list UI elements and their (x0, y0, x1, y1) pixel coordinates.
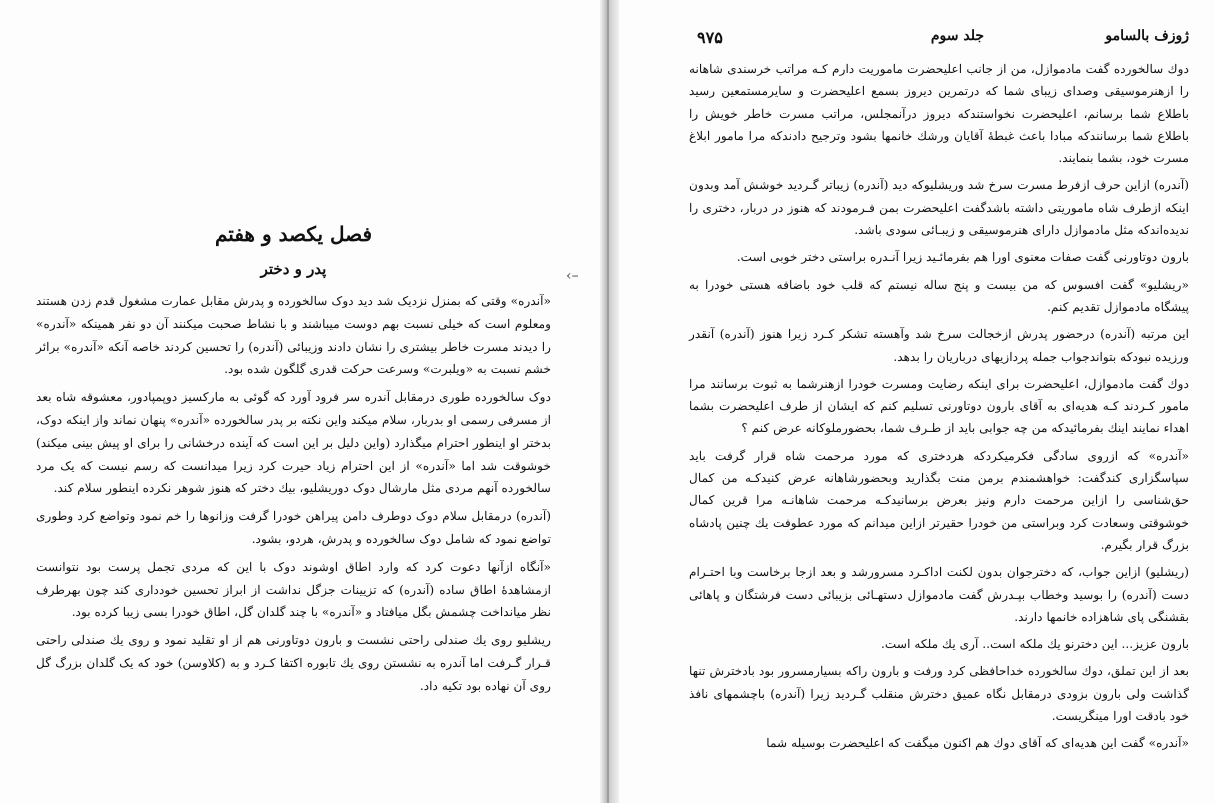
left-paragraph-2: دوک سالخورده طوری درمقابل آندره سر فرود آورد که گوئی به مارکسیز دوپمپادور، معشوقه شاه بعد از مسرفی رسمی او بدربار، سلام میکند واین نکته بر پدر سالخورده «آندره» پنهان نماند واز اینکه دوک، بدختر او اینطور احترام میگذارد (واین دلیل بر این است که آینده درخشانی را برای او پیش بینی میکند) خوشوقت شد اما «آندره» از این احترام زیاد حیرت کرد زیرا میدانست که رسم نیست که یک مرد سالخورده آنهم مردی مثل مارشال دوک دوریشلیو، بیك دختر که هنوز شوهر نکرده اینطور سلام کند. (36, 390, 551, 496)
chapter-title: فصل یکصد و هفتم (214, 222, 373, 246)
right-paragraph-11: «آندره» گفت این هدیه‌ای که آقای دوك هم اکنون میگفت که اعلیحضرت بوسیله شما (766, 736, 1189, 751)
right-paragraph-8: (ریشلیو) ازاین جواب، که دخترجوان بدون لکنت اداکـرد مسرورشد و بعد ازجا برخاست وبا احتـرام دست (آندره) را بوسید وخطاب بپـدرش گفت مادموازل دستهـائی بزیبائی دست فرشتگان و پاهائی بقشنگی پای شاهزاده خانمها دارند. (689, 565, 1189, 624)
right-page (619, 0, 1215, 803)
page-number: ۹۷۵ (697, 28, 723, 47)
section-title: پدر و دختر (260, 260, 327, 278)
right-paragraph-3: بارون دوتاورنی گفت صفات معنوی اورا هم بفرمائـید زیرا آنـدره براستی دختر خوبی است. (736, 250, 1189, 265)
gutter-fold-line (607, 0, 609, 803)
running-head-volume: جلد سوم (930, 28, 984, 44)
left-paragraph-4: «آنگاه ازآنها دعوت کرد که وارد اطاق اوشوند دوک با این که مردی تجمل پرست بود نتوانست ازمشاهدهٔ اطاق ساده (آندره) که تزیینات جزگل نداشت از ابراز تحسین خودداری کند چون بهرطرف نظر میانداخت چشمش بگل میافتاد و «آندره» با چند گلدان گل، اطاق خودرا بسی زیبا کرده بود. (36, 559, 551, 620)
right-paragraph-1: دوك سالخورده گفت مادموازل، من از جانب اعلیحضرت ماموریت دارم کـه مراتب خرسندی شاهانه را ازهنرموسیقی وصدای زیبای شما که درتمرین دیروز بسمع اعلیحضرت و سایرمستمعین رسید باطلاع شما برسانم، اعلیحضرت نخواستندکه دیروز درآنمجلس، مراتب مسرت خاطر خویش را باطلاع شما برسانندکه مبادا باعث غبطهٔ آقایان ورشك خانمها بشود وترجیح دادندکه مرا مامور ابلاغ مسرت خود، بشما بنمایند. (689, 62, 1189, 166)
left-paragraph-1: «آندره» وقتی که بمنزل نزدیک شد دید دوک سالخورده و پدرش مقابل عمارت مشغول قدم زدن هستند ومعلوم است که خیلی نسبت بهم دوست میباشند و با نشاط صحبت میکنند آن دو نفر همینکه «آندره» را دیدند مسرت خاطر بیشتری را نشان دادند وزیبائی (آندره) را تحسین کردند خاصه آنکه «آندره» برائر خشم نسبت به «ویلبرت» وسرعت حرکت قدری گلگون شده بود. (36, 294, 551, 377)
left-paragraph-5: ریشلیو روی یك صندلی راحتی نشست و بارون دوتاورنی هم از او تقلید نمود و روی یك صندلی راحتی قـرار گـرفت اما آندره به نشستن روی یك تابوره اکتفا کـرد و به (کلاوسن) خود که یک گلدان بزرگ گل روی آن نهاده بود تکیه داد. (36, 633, 551, 693)
right-paragraph-5: این مرتبه (آندره) درحضور پدرش ازخجالت سرخ شد وآهسته تشکر کـرد زیرا هنوز (آندره) آنقدر ورزیده نبودکه بتواندجواب جمله پردازیهای درباریان را بدهد. (689, 327, 1189, 364)
running-head-book-title: ژوزف بالسامو (1105, 28, 1189, 44)
right-paragraph-10: بعد از این تملق، دوك سالخورده خداحافظی کرد ورفت و بارون راکه بسیارمسرور بود بادخترش تنها گذاشت ولی بارون بزودی درمقابل نگاه عمیق دخترش منقلب گـردید زیرا (آندره) باچشمهای نافذ خود بادقت اورا مینگریست. (689, 664, 1189, 724)
right-paragraph-7: «آندره» که ازروی سادگی فکرمیکردکه هردختری که مورد مرحمت شاه قرار گرفت باید سپاسگزاری کندگفت: خواهشمندم برمن منت بگذارید وبحضورشاهانه عرض کنیدکـه من کمال حق‌شناسی را ازاین مرحمت دارم ونیز بعرض برسانیدکـه مرحمت شاهانـه مرا قرین کمال خوشوقتی وسعادت کرد وبراستی من خودرا حقیرتر ازاین میدانم که مورد عطوفت یك چنین پادشاه بزرگ قرار بگیرم. (689, 448, 1189, 552)
running-head (689, 28, 1189, 58)
left-paragraph-3: (آندره) درمقابل سلام دوک دوطرف دامن پیراهن خودرا گرفت وزانوها را خم نمود وتواضع کرد وطوری تواضع نمود که شامل دوک سالخورده و پدرش، هردو، بشود. (36, 509, 551, 546)
margin-pencil-mark: ‹– (566, 268, 579, 284)
right-paragraph-4: «ریشلیو» گفت افسوس که من بیست و پنج ساله نیستم که قلب خود باضافه هستی خودرا به پیشگاه مادموازل تقدیم کنم. (689, 277, 1189, 314)
book-gutter (600, 0, 619, 803)
right-paragraph-6: دوك گفت مادموازل، اعلیحضرت برای اینکه رضایت ومسرت خودرا ازهنرشما به ثبوت برسانند مرا مامور کـردند کـه هدیه‌ای به آقای بارون دوتاورنی تسلیم کنم که ایشان از طرف اعلیحضرت بشما اهداء نمایند اینك بفرمائیدکه من چه جوابی باید از طـرف شما، بحضورملوکانه عرض کنم ؟ (689, 376, 1189, 436)
right-paragraph-2: (آندره) ازاین حرف ازفرط مسرت سرخ شد وریشلیوکه دید (آندره) زیباتر گـردید خوشش آمد وبدون اینکه ازطرف شاه ماموریتی داشته باشدگفت اعلیحضرت بمن فـرمودند که هنوز در دربار، دختری را ندیده‌اندکه مثل مادموازل دارای هنرموسیقی و زیبـائی سودی باشد. (689, 178, 1189, 238)
left-page (0, 0, 603, 803)
right-paragraph-9: بارون عزیز... این دخترنو یك ملکه است.. آری یك ملکه است. (881, 637, 1189, 652)
